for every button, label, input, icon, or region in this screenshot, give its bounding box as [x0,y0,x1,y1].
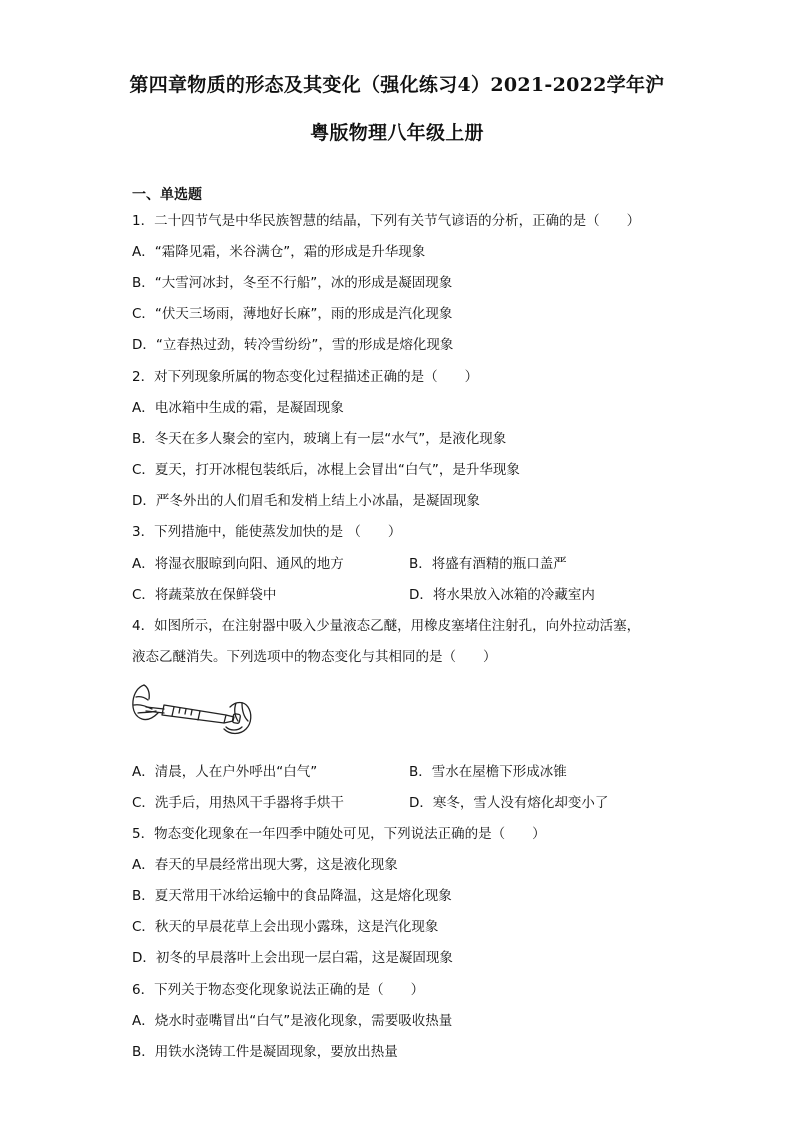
q4-option-c: C．洗手后，用热风干手器将手烘干 [132,795,344,811]
q2-option-b: B．冬天在多人聚会的室内，玻璃上有一层“水气”，是液化现象 [132,431,507,447]
q6-option-b: B．用铁水浇铸工件是凝固现象，要放出热量 [132,1044,398,1060]
title-line-1: 第四章物质的形态及其变化（强化练习4）2021-2022学年沪 [129,74,665,96]
q4-option-d: D．寒冬，雪人没有熔化却变小了 [409,795,609,811]
q4-stem-line-1: 4．如图所示，在注射器中吸入少量液态乙醚，用橡皮塞堵住注射孔，向外拉动活塞， [132,618,641,634]
section-heading: 一、单选题 [132,187,202,203]
q5-option-c: C．秋天的早晨花草上会出现小露珠，这是汽化现象 [132,919,439,935]
q3-option-d: D．将水果放入冰箱的冷藏室内 [409,587,595,603]
q1-option-d: D．“立春热过劲，转冷雪纷纷”，雪的形成是熔化现象 [132,337,454,353]
q2-option-c: C．夏天，打开冰棍包装纸后，冰棍上会冒出“白气”，是升华现象 [132,462,520,478]
q6-option-a: A．烧水时壶嘴冒出“白气”是液化现象，需要吸收热量 [132,1013,453,1029]
q1-option-b: B．“大雪河冰封，冬至不行船”，冰的形成是凝固现象 [132,275,453,291]
q3-option-b: B．将盛有酒精的瓶口盖严 [409,556,567,572]
q2-option-d: D．严冬外出的人们眉毛和发梢上结上小冰晶，是凝固现象 [132,493,480,509]
q1-option-c: C．“伏天三场雨，薄地好长麻”，雨的形成是汽化现象 [132,306,453,322]
q4-stem-line-2: 液态乙醚消失。下列选项中的物态变化与其相同的是（ ） [132,649,497,665]
q3-stem: 3．下列措施中，能使蒸发加快的是 （ ） [132,524,402,540]
q4-option-a: A．清晨，人在户外呼出“白气” [132,764,318,780]
q5-stem: 5．物态变化现象在一年四季中随处可见，下列说法正确的是（ ） [132,826,546,842]
syringe-figure [130,681,256,747]
q5-option-b: B．夏天常用干冰给运输中的食品降温，这是熔化现象 [132,888,452,904]
title-line-2: 粤版物理八年级上册 [310,122,484,144]
q2-option-a: A．电冰箱中生成的霜，是凝固现象 [132,400,344,416]
q3-option-c: C．将蔬菜放在保鲜袋中 [132,587,277,603]
q1-option-a: A．“霜降见霜，米谷满仓”，霜的形成是升华现象 [132,244,426,260]
q4-option-b: B．雪水在屋檐下形成冰锥 [409,764,567,780]
q5-option-a: A．春天的早晨经常出现大雾，这是液化现象 [132,857,398,873]
q2-stem: 2．对下列现象所属的物态变化过程描述正确的是（ ） [132,369,479,385]
q1-stem: 1．二十四节气是中华民族智慧的结晶，下列有关节气谚语的分析，正确的是（ ） [132,213,641,229]
q5-option-d: D．初冬的早晨落叶上会出现一层白霜，这是凝固现象 [132,950,453,966]
q3-option-a: A．将湿衣服晾到向阳、通风的地方 [132,556,344,572]
q6-stem: 6．下列关于物态变化现象说法正确的是（ ） [132,982,425,998]
